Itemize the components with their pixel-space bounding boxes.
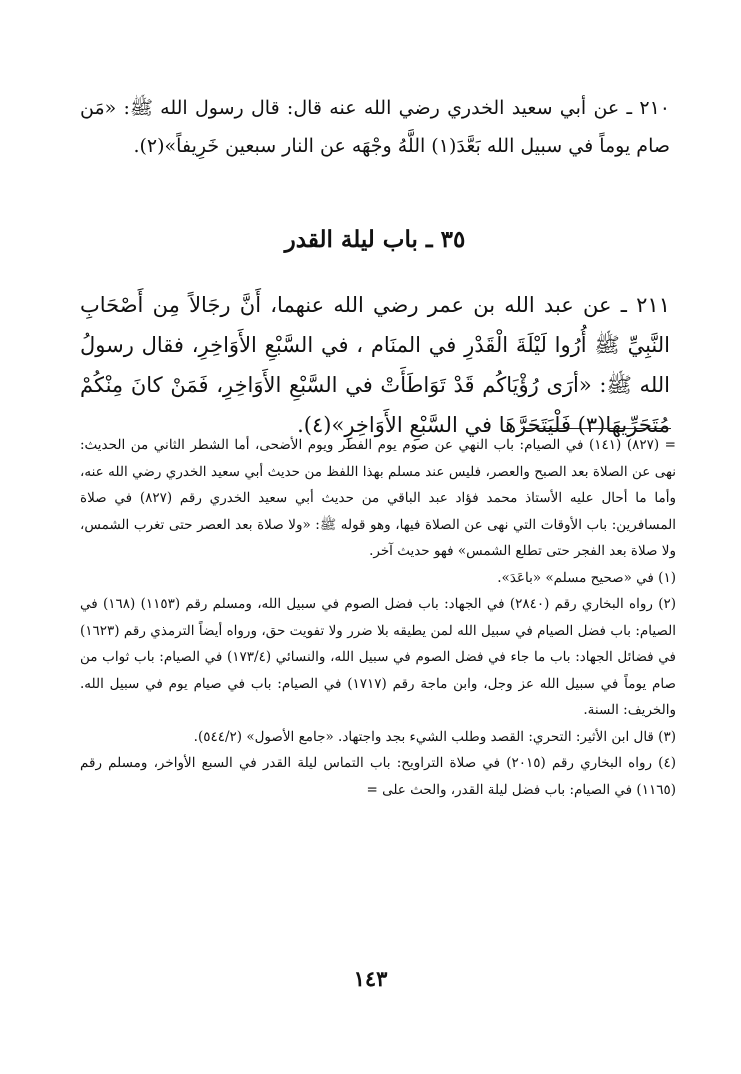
hadith-210: ٢١٠ ـ عن أبي سعيد الخدري رضي الله عنه قال: قال رسول الله ﷺ: «مَن صام يوماً في سبيل الله بَعَّدَ(١) اللَّهُ وجْهَه عن النار سبعين خَرِيفاً»(٢).	[80, 97, 670, 157]
footnote-3: (٣) قال ابن الأثير: التحري: القصد وطلب الشيء بجد واجتهاد. «جامع الأصول» (٥٤٤/٢).	[193, 728, 676, 745]
footnote-1: (١) في «صحيح مسلم» «باعَدَ».	[497, 569, 676, 586]
hadith-211: ٢١١ ـ عن عبد الله بن عمر رضي الله عنهما، أَنَّ رجَالاً مِن أَصْحَابِ النَّبِيِّ ﷺ أُرُوا لَيْلَةَ الْقَدْرِ في المنَام ، في السَّبْعِ الأَوَاخِرِ، فقال رسولُ الله ﷺ: «أرَى رُؤْيَاكُم قَدْ تَوَاطَأَتْ في السَّبْعِ الأَوَاخِرِ، فَمَنْ كانَ مِنْكُمْ مُتَحَرِّيهَا(٣) فَلْيَتَحَرَّهَا في السَّبْعِ الأَوَاخِرِ»(٤).	[80, 293, 670, 437]
page-number: ١٤٣	[353, 966, 388, 991]
footnote-continuation: = (٨٢٧) (١٤١) في الصيام: باب النهي عن صوم يوم الفطر ويوم الأضحى، أما الشطر الثاني من الحديث: نهى عن الصلاة بعد الصبح والعصر، فليس عند مسلم بهذا اللفظ من حديث أبي سعيد الخدري رضي الله عنه، وأما ما أحال عليه الأستاذ محمد فؤاد عبد الباقي من حديث أبي سعيد الخدري رقم (٨٢٧) في صلاة المسافرين: باب الأوقات التي نهى عن الصلاة فيها، وهو قوله ﷺ: «ولا صلاة بعد العصر حتى تغرب الشمس، ولا صلاة بعد الفجر حتى تطلع الشمس» فهو حديث آخر.	[80, 437, 676, 559]
footnote-separator	[521, 428, 671, 429]
footnotes	[80, 432, 676, 803]
footnote-2: (٢) رواه البخاري رقم (٢٨٤٠) في الجهاد: باب فضل الصوم في سبيل الله، ومسلم رقم (١١٥٣) (١٦٨) في الصيام: باب فضل الصيام في سبيل الله لمن يطيقه بلا ضرر ولا تفويت حق، ورواه أيضاً الترمذي رقم (١٦٢٣) في فضائل الجهاد: باب ما جاء في فضل الصوم في سبيل الله، والنسائي (١٧٣/٤) في الصيام: باب ثواب من صام يوماً في سبيل الله عز وجل، وابن ماجة رقم (١٧١٧) في الصيام: باب في صيام يوم في سبيل الله. والخريف: السنة.	[80, 596, 677, 718]
chapter-heading: ٣٥ ـ باب ليلة القدر	[284, 226, 466, 253]
footnote-4: (٤) رواه البخاري رقم (٢٠١٥) في صلاة التراويح: باب التماس ليلة القدر في السبع الأواخر، ومسلم رقم (١١٦٥) في الصيام: باب فضل ليلة القدر، والحث على =	[80, 755, 676, 798]
